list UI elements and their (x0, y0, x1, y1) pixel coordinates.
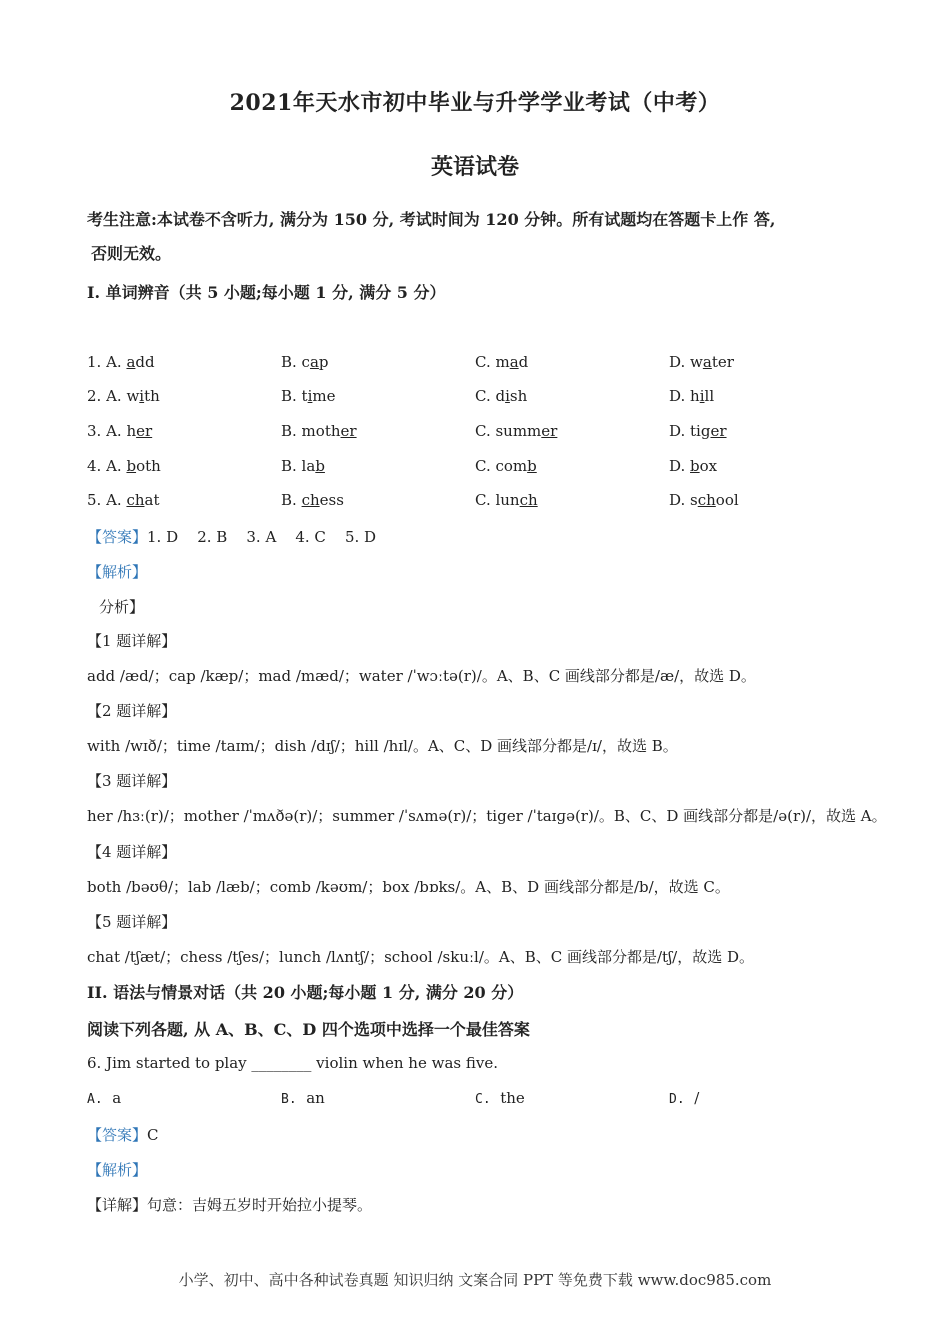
option-b: B. time (281, 387, 336, 405)
underlined-letters: i (505, 387, 510, 405)
underlined-letters: er (340, 422, 357, 440)
detail-5-text: chat /tʃæt/；chess /tʃes/；lunch /lʌntʃ/；school /skuːl/。A、B、C 画线部分都是/tʃ/，故选 D。 (87, 948, 755, 966)
option-b: B. cap (281, 353, 329, 371)
underlined-letters: a (126, 353, 136, 371)
option-b: B. chess (281, 491, 344, 509)
notice-line-2: 否则无效。 (91, 244, 172, 263)
option-c: C. mad (475, 353, 529, 371)
underlined-letters: ch (301, 491, 320, 509)
option-d: D. tiger (669, 422, 727, 440)
underlined-letters: b (527, 457, 537, 475)
option-c: C. lunch (475, 491, 538, 509)
option-c: C. summer (475, 422, 558, 440)
option-d: D. hill (669, 387, 715, 405)
underlined-letters: i (307, 387, 313, 405)
detail-2-head: 【2 题详解】 (87, 702, 177, 720)
option-b: B. an (281, 1089, 325, 1107)
detail-1-text: add /æd/；cap /kæp/；mad /mæd/；water /ˈwɔːtə(r)/。A、B、C 画线部分都是/æ/，故选 D。 (87, 667, 756, 685)
option-d: D. box (669, 457, 718, 475)
detail-3-head: 【3 题详解】 (87, 772, 177, 790)
option-d: D. water (669, 353, 734, 371)
underlined-letters: er (710, 422, 727, 440)
option-a: 5. A. chat (87, 491, 160, 509)
option-c: C. the (475, 1089, 525, 1107)
answer-6-tag: 【答案】 (87, 1126, 148, 1144)
option-c: C. comb (475, 457, 537, 475)
option-a: 1. A. add (87, 353, 155, 371)
detail-3-text: her /hɜː(r)/；mother /ˈmʌðə(r)/；summer /ˈsʌmə(r)/；tiger /ˈtaɪɡə(r)/。B、C、D 画线部分都是/ə(r)/，故选 A。 (87, 807, 887, 825)
section-2-heading: II. 语法与情景对话（共 20 小题;每小题 1 分, 满分 20 分） (87, 983, 524, 1002)
notice-line-1: 考生注意:本试卷不含听力, 满分为 150 分, 考试时间为 120 分钟。所有试题均在答题卡上作 答, (87, 210, 776, 229)
exam-notice (87, 203, 877, 271)
detail-2-text: with /wɪð/；time /taɪm/；dish /dɪʃ/；hill /hɪl/。A、C、D 画线部分都是/ɪ/，故选 B。 (87, 737, 678, 755)
underlined-letters: er (541, 422, 558, 440)
answer-6-line (87, 1124, 159, 1145)
answer-tag: 【答案】 (87, 528, 148, 546)
option-b: B. mother (281, 422, 357, 440)
section-1-heading: I. 单词辨音（共 5 小题;每小题 1 分, 满分 5 分） (87, 283, 446, 302)
section-2-instruction: 阅读下列各题, 从 A、B、C、D 四个选项中选择一个最佳答案 (87, 1020, 530, 1039)
option-a: 3. A. her (87, 422, 153, 440)
detail-4-head: 【4 题详解】 (87, 843, 177, 861)
page-footer: 小学、初中、高中各种试卷真题 知识归纳 文案合同 PPT 等免费下载 www.doc985.com (178, 1271, 772, 1289)
underlined-letters: a (309, 353, 319, 371)
detail-1-head: 【1 题详解】 (87, 632, 177, 650)
underlined-letters: a (702, 353, 712, 371)
analysis-tag: 【解析】 (87, 563, 148, 581)
underlined-letters: er (136, 422, 153, 440)
option-d: D. school (669, 491, 739, 509)
underlined-letters: b (690, 457, 700, 475)
underlined-letters: b (126, 457, 137, 475)
underlined-letters: ch (697, 491, 716, 509)
option-a: A. a (87, 1089, 122, 1107)
underlined-letters: i (699, 387, 705, 405)
underlined-letters: ch (126, 491, 145, 509)
option-c: C. dish (475, 387, 528, 405)
option-b: B. lab (281, 457, 325, 475)
analysis-6-line (87, 1159, 147, 1180)
page-subtitle: 英语试卷 (430, 154, 519, 180)
option-a: 4. A. both (87, 457, 161, 475)
detail-4-text: both /bəʊθ/；lab /læb/；comb /kəʊm/；box /bɒks/。A、B、D 画线部分都是/b/，故选 C。 (87, 878, 730, 896)
detail-6-text: 【详解】句意：吉姆五岁时开始拉小提琴。 (87, 1196, 373, 1214)
analysis-1-line (87, 561, 147, 582)
analysis-6-tag: 【解析】 (87, 1161, 148, 1179)
option-d: D. / (669, 1089, 700, 1107)
fenxi-line: 分析】 (99, 598, 145, 616)
underlined-letters: ch (519, 491, 538, 509)
option-a: 2. A. with (87, 387, 160, 405)
underlined-letters: a (509, 353, 519, 371)
underlined-letters: b (315, 457, 325, 475)
page-title: 2021年天水市初中毕业与升学学业考试（中考） (229, 90, 721, 116)
answer-6-text: C (147, 1126, 159, 1144)
underlined-letters: i (139, 387, 145, 405)
question-6-stem: 6. Jim started to play ________ violin when he was five. (87, 1054, 498, 1072)
answer-1-line (87, 526, 376, 547)
detail-5-head: 【5 题详解】 (87, 913, 177, 931)
answer-text: 1. D 2. B 3. A 4. C 5. D (147, 528, 377, 546)
